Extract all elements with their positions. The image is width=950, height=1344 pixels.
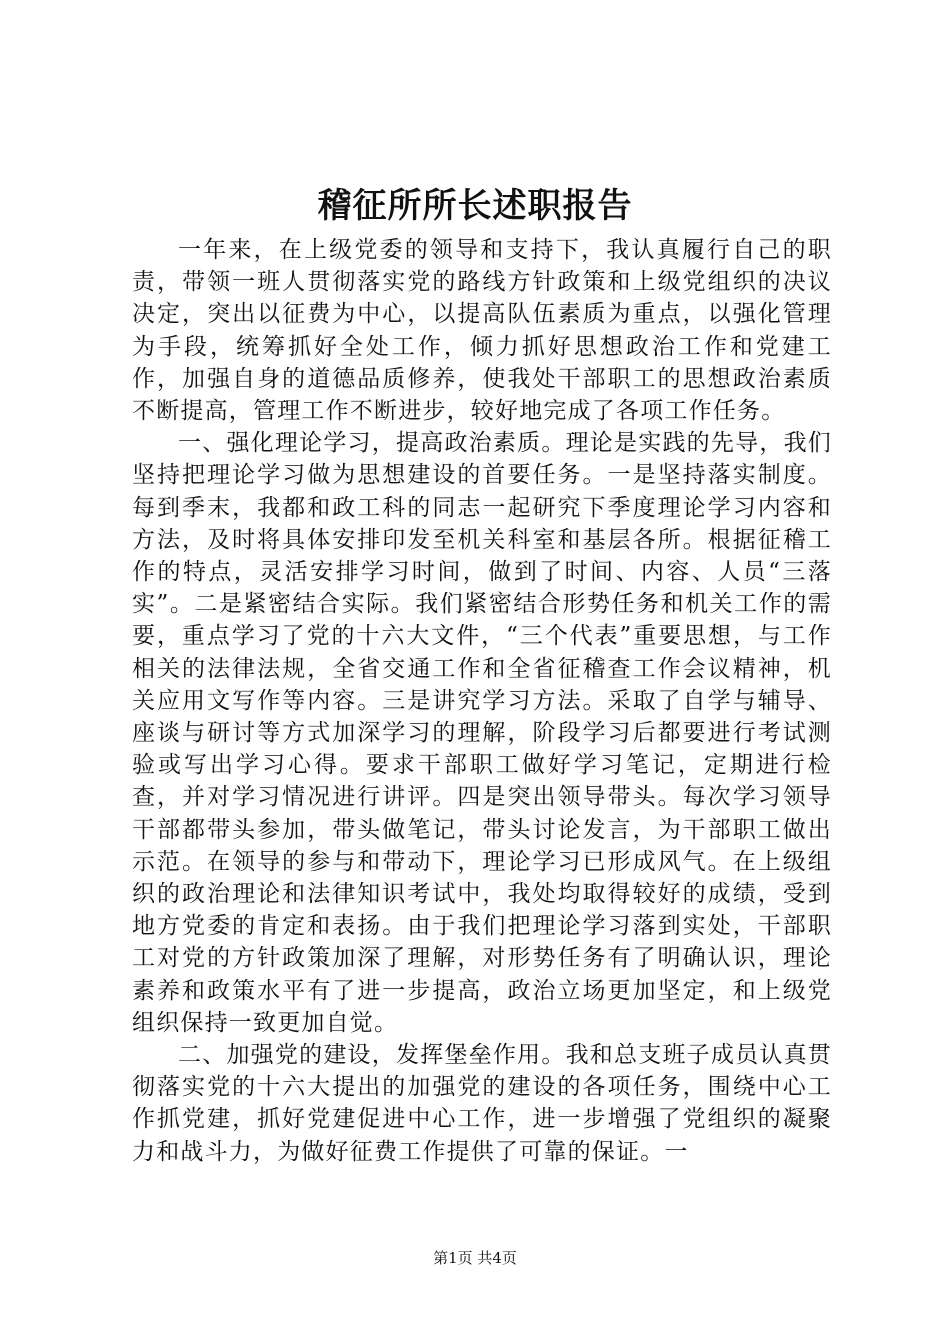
document-body [132,234,832,1168]
paragraph-theory-study: 一、强化理论学习，提高政治素质。理论是实践的先导，我们坚持把理论学习做为思想建设的首要任务。一是坚持落实制度。每到季末，我都和政工科的同志一起研究下季度理论学习内容和方法，及时将具体安排印发至机关科室和基层各所。根据征稽工作的特点，灵活安排学习时间，做到了时间、内容、人员“三落实”。二是紧密结合实际。我们紧密结合形势任务和机关工作的需要，重点学习了党的十六大文件，“三个代表”重要思想，与工作相关的法律法规，全省交通工作和全省征稽查工作会议精神，机关应用文写作等内容。三是讲究学习方法。采取了自学与辅导、座谈与研讨等方式加深学习的理解，阶段学习后都要进行考试测验或写出学习心得。要求干部职工做好学习笔记，定期进行检查，并对学习情况进行讲评。四是突出领导带头。每次学习领导干部都带头参加，带头做笔记，带头讨论发言，为干部职工做出示范。在领导的参与和带动下，理论学习已形成风气。在上级组织的政治理论和法律知识考试中，我处均取得较好的成绩，受到地方党委的肯定和表扬。由于我们把理论学习落到实处，干部职工对党的方针政策加深了理解，对形势任务有了明确认识，理论素养和政策水平有了进一步提高，政治立场更加坚定，和上级党组织保持一致更加自觉。 [132,430,832,1036]
paragraph-intro: 一年来，在上级党委的领导和支持下，我认真履行自己的职责，带领一班人贯彻落实党的路线方针政策和上级党组织的决议决定，突出以征费为中心，以提高队伍素质为重点，以强化管理为手段，统筹抓好全处工作，倾力抓好思想政治工作和党建工作，加强自身的道德品质修养，使我处干部职工的思想政治素质不断提高，管理工作不断进步，较好地完成了各项工作任务。 [132,237,832,425]
page-number-footer: 第1页 共4页 [433,1249,517,1267]
document-title: 稽征所所长述职报告 [317,186,633,226]
paragraph-party-building: 二、加强党的建设，发挥堡垒作用。我和总支班子成员认真贯彻落实党的十六大提出的加强党的建设的各项任务，围绕中心工作抓党建，抓好党建促进中心工作，进一步增强了党组织的凝聚力和战斗力，为做好征费工作提供了可靠的保证。一 [132,1042,832,1165]
